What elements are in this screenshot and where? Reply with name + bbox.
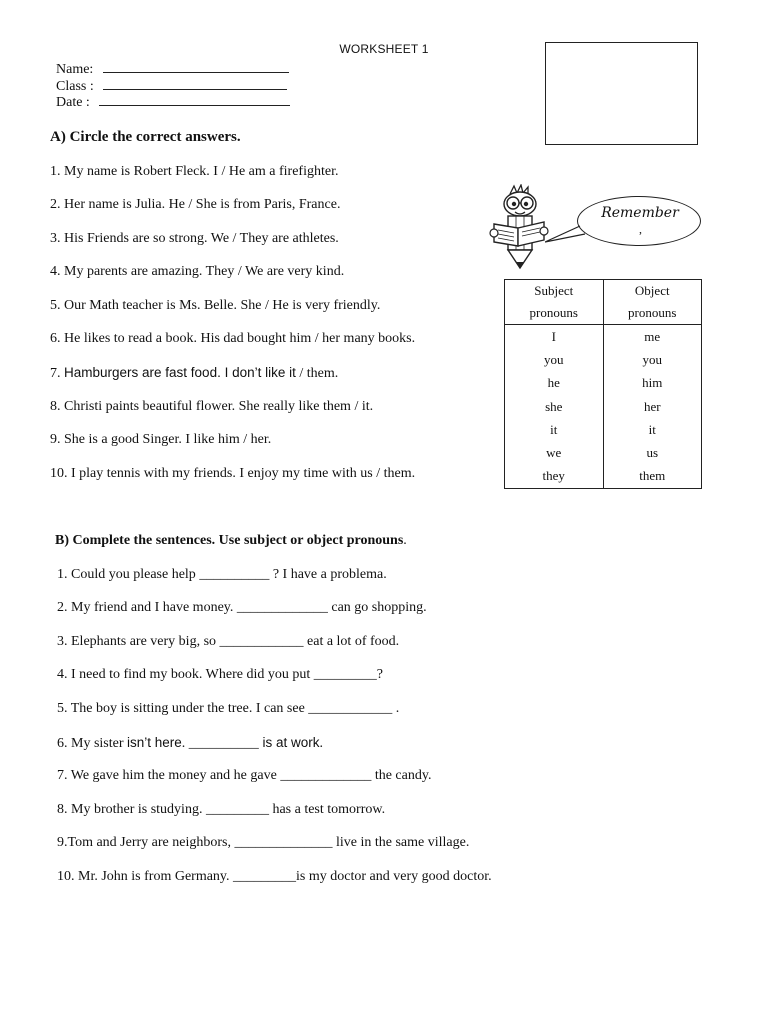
object-pronoun: us <box>603 442 702 465</box>
table-row <box>505 325 702 349</box>
date-input-line[interactable] <box>99 93 290 106</box>
name-label: Name: <box>56 62 94 77</box>
question-text: live in the same village. <box>332 835 470 850</box>
table-row <box>505 465 702 489</box>
date-field-row <box>56 93 290 111</box>
header-pronouns-word: pronouns <box>628 305 677 320</box>
question-7-options: / them. <box>295 366 339 381</box>
question-text: the candy. <box>371 768 432 783</box>
table-row <box>505 418 702 441</box>
question-text: 6. My sister <box>57 736 127 751</box>
question-text: 10. Mr. John is from Germany. <box>57 869 234 884</box>
question-text: . <box>392 701 400 716</box>
remember-mark: , <box>639 222 642 236</box>
header-object-word: Object <box>634 283 670 298</box>
pronoun-table <box>504 279 702 489</box>
class-label: Class : <box>56 79 94 94</box>
section-a-question-3: 3. His Friends are so strong. We / They are athletes. <box>50 231 339 246</box>
pronoun-table-header-row <box>505 280 702 325</box>
section-b-heading-end: . <box>403 533 407 548</box>
section-a-heading: A) Circle the correct answers. <box>50 129 241 145</box>
class-input-line[interactable] <box>103 77 287 90</box>
subject-pronoun: we <box>505 442 604 465</box>
remember-speech-bubble <box>577 196 701 246</box>
section-b-question-2 <box>57 600 427 616</box>
object-pronoun: her <box>603 395 702 418</box>
section-b-question-1 <box>57 567 387 583</box>
section-b-question-7 <box>57 768 431 784</box>
answer-blank[interactable]: _________ <box>233 869 297 884</box>
question-text: 7. We gave him the money and he gave <box>57 768 281 783</box>
answer-blank[interactable]: ______________ <box>234 835 333 850</box>
question-7-text: Hamburgers are fast food. I don’t like it <box>64 365 296 380</box>
question-text: 1. Could you please help <box>57 567 200 582</box>
object-pronoun: it <box>603 418 702 441</box>
question-text: 3. Elephants are very big, so <box>57 634 220 649</box>
answer-blank[interactable]: _____________ <box>280 768 372 783</box>
table-row <box>505 372 702 395</box>
question-text: is my doctor and very good doctor. <box>296 869 492 884</box>
section-a-question-2: 2. Her name is Julia. He / She is from Paris, France. <box>50 197 341 212</box>
section-b-heading <box>55 533 407 549</box>
answer-blank[interactable]: _____________ <box>236 600 328 615</box>
subject-pronoun: she <box>505 395 604 418</box>
question-text: 5. The boy is sitting under the tree. I can see <box>57 701 309 716</box>
answer-blank[interactable]: ____________ <box>219 634 304 649</box>
answer-blank[interactable]: __________ <box>188 736 259 751</box>
object-pronoun: him <box>603 372 702 395</box>
section-a-question-1: 1. My name is Robert Fleck. I / He am a firefighter. <box>50 164 339 179</box>
subject-pronoun: they <box>505 465 604 489</box>
answer-blank[interactable]: ____________ <box>308 701 393 716</box>
question-text: is at work <box>258 735 320 750</box>
answer-blank[interactable]: _________ <box>205 802 269 817</box>
table-row <box>505 349 702 372</box>
question-7-number: 7. <box>50 366 64 381</box>
section-a-question-5: 5. Our Math teacher is Ms. Belle. She / He is very friendly. <box>50 298 381 313</box>
section-b-question-9 <box>57 835 469 851</box>
subject-pronoun: he <box>505 372 604 395</box>
section-a-question-7 <box>50 365 338 382</box>
object-pronoun: you <box>603 349 702 372</box>
question-text: isn’t here <box>127 735 182 750</box>
section-a-question-8: 8. Christi paints beautiful flower. She really like them / it. <box>50 399 374 414</box>
subject-pronouns-header <box>505 280 604 325</box>
question-text: eat a lot of food. <box>303 634 400 649</box>
name-field-row <box>56 60 289 78</box>
table-row <box>505 442 702 465</box>
section-a-question-6: 6. He likes to read a book. His dad bought him / her many books. <box>50 331 416 346</box>
section-b-question-10 <box>57 869 492 885</box>
object-pronoun: them <box>603 465 702 489</box>
table-row <box>505 395 702 418</box>
question-text: 9.Tom and Jerry are neighbors, <box>57 835 235 850</box>
question-text: ? I have a problema. <box>269 567 387 582</box>
name-input-line[interactable] <box>103 60 289 73</box>
subject-pronoun: you <box>505 349 604 372</box>
section-a-question-4: 4. My parents are amazing. They / We are very kind. <box>50 264 345 279</box>
question-text: ? <box>376 667 383 682</box>
question-text: has a test tomorrow. <box>268 802 386 817</box>
object-pronoun: me <box>603 325 702 349</box>
question-text: 2. My friend and I have money. <box>57 600 237 615</box>
question-text: . <box>319 736 324 751</box>
header-subject-word: Subject <box>534 283 574 298</box>
section-b-question-3 <box>57 634 399 650</box>
section-a-question-10: 10. I play tennis with my friends. I enjoy my time with us / them. <box>50 466 416 481</box>
object-pronouns-header <box>603 280 702 325</box>
remember-text: Remember <box>601 205 679 221</box>
header-pronouns-word: pronouns <box>529 305 578 320</box>
answer-blank[interactable]: __________ <box>199 567 270 582</box>
section-b-heading-text: B) Complete the sentences. Use subject or object pronouns <box>55 533 404 548</box>
subject-pronoun: I <box>505 325 604 349</box>
section-b-question-4 <box>57 667 383 683</box>
answer-blank[interactable]: _________ <box>313 667 377 682</box>
section-b-question-6 <box>57 735 323 752</box>
worksheet-title: WORKSHEET 1 <box>339 42 429 56</box>
section-b-question-5 <box>57 701 399 717</box>
question-text: can go shopping. <box>327 600 427 615</box>
section-b-question-8 <box>57 802 385 818</box>
date-label: Date : <box>56 95 90 110</box>
question-text: 4. I need to find my book. Where did you put <box>57 667 314 682</box>
photo-box <box>545 42 698 145</box>
subject-pronoun: it <box>505 418 604 441</box>
question-text: . <box>181 736 189 751</box>
question-text: 8. My brother is studying. <box>57 802 206 817</box>
section-a-question-9: 9. She is a good Singer. I like him / her. <box>50 432 272 447</box>
